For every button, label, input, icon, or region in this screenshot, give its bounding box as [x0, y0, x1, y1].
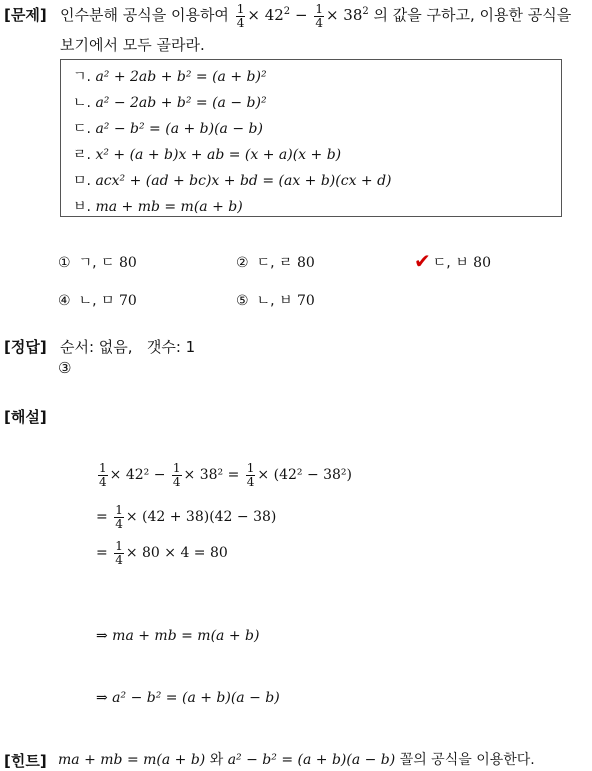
fraction-quarter-2: $\frac{1}{4}$: [315, 2, 323, 30]
problem-line-1: [60, 3, 571, 29]
option-row: ㄹ. x² + (a + b)x + ab = (x + a)(x + b): [73, 147, 342, 163]
choice-2[interactable]: ② ㄷ, ㄹ 80: [236, 255, 315, 271]
option-row: ㄴ. a² − 2ab + b² = (a − b)²: [73, 95, 267, 111]
choice-5[interactable]: ⑤ ㄴ, ㅂ 70: [236, 293, 315, 309]
solution-line-1: $\frac{1}{4}$ × 42² − $\frac{1}{4}$ × 38² = $\frac{1}{4}$ × (42² − 38²): [99, 461, 353, 489]
minus-sign: −: [294, 6, 308, 25]
problem-line-2: 보기에서 모두 골라라.: [60, 36, 205, 54]
answer-value: ③: [58, 359, 72, 377]
option-row: ㅂ. ma + mb = m(a + b): [73, 199, 243, 215]
options-box: [60, 59, 562, 217]
solution-step-1: ⇒ ma + mb = m(a + b): [96, 628, 260, 644]
solution-line-3: = $\frac{1}{4}$ × 80 × 4 = 80: [96, 539, 228, 567]
check-mark-icon: ✔: [414, 249, 431, 273]
hint-label: [힌트]: [4, 752, 47, 770]
answer-label: [정답]: [4, 338, 47, 356]
choice-4[interactable]: ④ ㄴ, ㅁ 70: [58, 293, 137, 309]
expr-38: × $38^2$: [325, 6, 369, 25]
option-row: ㄷ. a² − b² = (a + b)(a − b): [73, 121, 263, 137]
problem-text-a: 인수분해 공식을 이용하여: [60, 6, 229, 25]
fraction-quarter: $\frac{1}{4}$: [236, 2, 245, 30]
option-row: ㄱ. a² + 2ab + b² = (a + b)²: [73, 69, 267, 85]
solution-label: [해설]: [4, 408, 47, 426]
solution-line-2: = $\frac{1}{4}$ × (42 + 38)(42 − 38): [96, 503, 277, 531]
choice-3[interactable]: ✔ ㄷ, ㅂ 80: [414, 249, 491, 273]
solution-step-2: ⇒ a² − b² = (a + b)(a − b): [96, 690, 280, 706]
answer-meta: 순서: 없음, 갯수: 1: [60, 338, 196, 356]
option-row: ㅁ. acx² + (ad + bc)x + bd = (ax + b)(cx + d): [73, 173, 392, 189]
problem-label: [문제]: [4, 6, 47, 24]
problem-text-b: 의 값을 구하고, 이용한 공식을: [373, 6, 572, 25]
hint-text: ma + mb = m(a + b) 와 a² − b² = (a + b)(a − b) 꼴의 공식을 이용한다.: [58, 752, 535, 768]
expr-42: × $42^2$: [247, 6, 291, 25]
choice-1[interactable]: ① ㄱ, ㄷ 80: [58, 255, 137, 271]
